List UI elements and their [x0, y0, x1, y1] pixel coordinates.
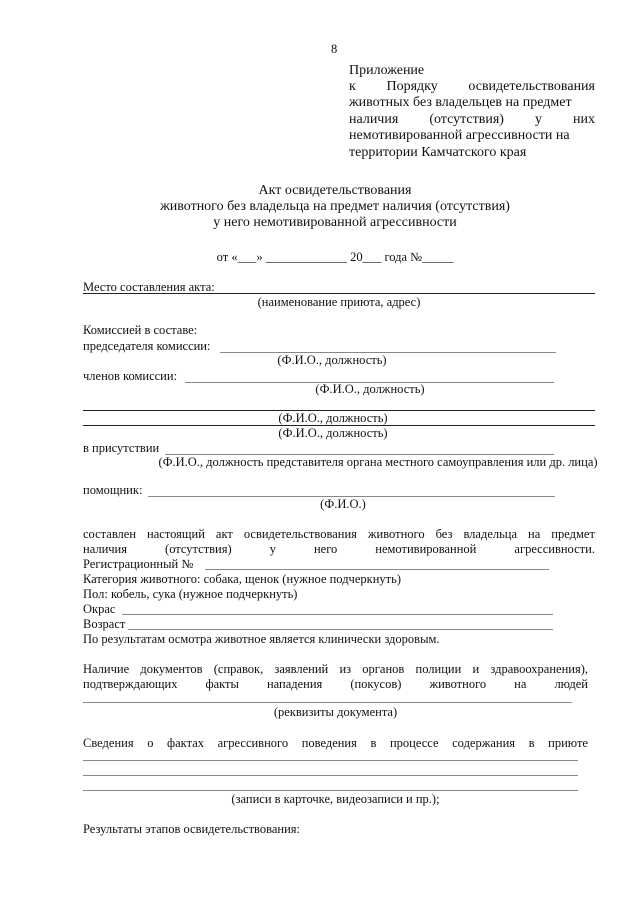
word: поведения [301, 736, 357, 750]
place-underline [83, 293, 595, 294]
word: (отсутствия) [429, 112, 504, 127]
age-label: Возраст [83, 617, 126, 631]
appendix-line-2 [349, 79, 595, 95]
members-hint-1: (Ф.И.О., должность) [315, 382, 425, 396]
word: полиции [415, 662, 462, 676]
title-line-3: у него немотивированной агрессивности [213, 215, 457, 230]
word: и [472, 662, 480, 676]
documents-hint: (реквизиты документа) [273, 705, 398, 719]
chairman-label: председателя комиссии: [83, 339, 211, 353]
word: без [435, 527, 453, 541]
word: из [339, 662, 352, 676]
documents-line-2 [83, 677, 588, 692]
page-number: 8 [331, 42, 338, 56]
appendix-line-1: Приложение [349, 63, 425, 78]
word: наличия [83, 542, 128, 556]
word: документов [140, 662, 203, 676]
date-number-line: от «___» _____________ 20___ года №_____ [216, 250, 454, 264]
word: (отсутствия) [165, 542, 232, 556]
word: наличия [349, 112, 399, 127]
color-label: Окрас [83, 602, 116, 616]
registration-underline [205, 569, 549, 570]
word: заявлений [274, 662, 329, 676]
word: на [514, 677, 527, 691]
word: процессе [389, 736, 439, 750]
word: Наличие [83, 662, 130, 676]
title-line-1: Акт освидетельствования [258, 183, 412, 198]
appendix-line-5 [349, 128, 595, 144]
word: людей [554, 677, 588, 691]
appendix-line-6: территории Камчатского края [349, 145, 527, 160]
word: здравоохранения), [490, 662, 588, 676]
word: освидетельствования [243, 527, 357, 541]
members-label: членов комиссии: [83, 369, 178, 383]
age-underline [128, 629, 553, 630]
place-hint: (наименование приюта, адрес) [257, 295, 421, 309]
word: фактах [167, 736, 205, 750]
appendix-line-4 [349, 112, 595, 128]
word: Сведения [83, 736, 134, 750]
word: нападения [266, 677, 323, 691]
sex-line: Пол: кобель, сука (нужное подчеркнуть) [83, 587, 298, 601]
word: составлен [83, 527, 137, 541]
title-line-2: животного без владельца на предмет наличия (отсутствия) [160, 199, 510, 214]
word: к [349, 79, 356, 94]
aggression-underline-1 [83, 760, 578, 761]
word: животного [367, 527, 425, 541]
word: факты [205, 677, 239, 691]
word: у [269, 542, 276, 556]
assistant-hint: (Ф.И.О.) [320, 497, 366, 511]
body-paragraph-line-2 [83, 542, 595, 557]
word: Порядку [386, 79, 438, 94]
word: в [528, 736, 535, 750]
category-line: Категория животного: собака, щенок (нужное подчеркнуть) [83, 572, 401, 586]
aggression-underline-3 [83, 790, 578, 791]
appendix-line-3 [349, 95, 595, 111]
registration-label: Регистрационный № [83, 557, 194, 571]
aggression-hint: (записи в карточке, видеозаписи и пр.); [231, 792, 440, 806]
body-paragraph-line-1 [83, 527, 595, 542]
word: (справок, [213, 662, 264, 676]
presence-hint: (Ф.И.О., должность представителя органа местного самоуправления или др. лица) [158, 455, 598, 469]
word: на [528, 527, 541, 541]
word: владельца [463, 527, 518, 541]
word: акт [215, 527, 233, 541]
word: у [534, 112, 542, 127]
results-label: Результаты этапов освидетельствования: [83, 822, 301, 836]
aggression-underline-2 [83, 775, 578, 776]
members-hint-3: (Ф.И.О., должность) [278, 426, 388, 440]
documents-line-1 [83, 662, 588, 677]
place-label: Место составления акта: [83, 280, 215, 294]
assistant-label: помощник: [83, 483, 143, 497]
aggression-line-1 [83, 736, 588, 751]
word: настоящий [147, 527, 205, 541]
commission-label: Комиссией в составе: [83, 323, 198, 337]
exam-result-line: По результатам осмотра животное является клинически здоровым. [83, 632, 440, 646]
word: него [313, 542, 338, 556]
documents-underline [83, 702, 572, 703]
word: о [147, 736, 154, 750]
word: содержания [452, 736, 516, 750]
chairman-hint: (Ф.И.О., должность) [277, 353, 387, 367]
word: освидетельствования [468, 79, 595, 94]
word: них [573, 112, 595, 127]
presence-label: в присутствии [83, 441, 160, 455]
word: приюте [548, 736, 588, 750]
color-underline [122, 614, 553, 615]
word: подтверждающих [83, 677, 178, 691]
members-hint-2: (Ф.И.О., должность) [278, 411, 388, 425]
word: немотивированной агрессивности на [349, 128, 570, 143]
word: животного [429, 677, 487, 691]
word: органов [362, 662, 405, 676]
word: агрессивности. [514, 542, 595, 556]
word: (покусов) [350, 677, 402, 691]
word: предмет [551, 527, 595, 541]
word: агрессивного [217, 736, 289, 750]
word: животных без владельцев на предмет [349, 95, 572, 110]
word: в [370, 736, 377, 750]
word: немотивированной [375, 542, 477, 556]
